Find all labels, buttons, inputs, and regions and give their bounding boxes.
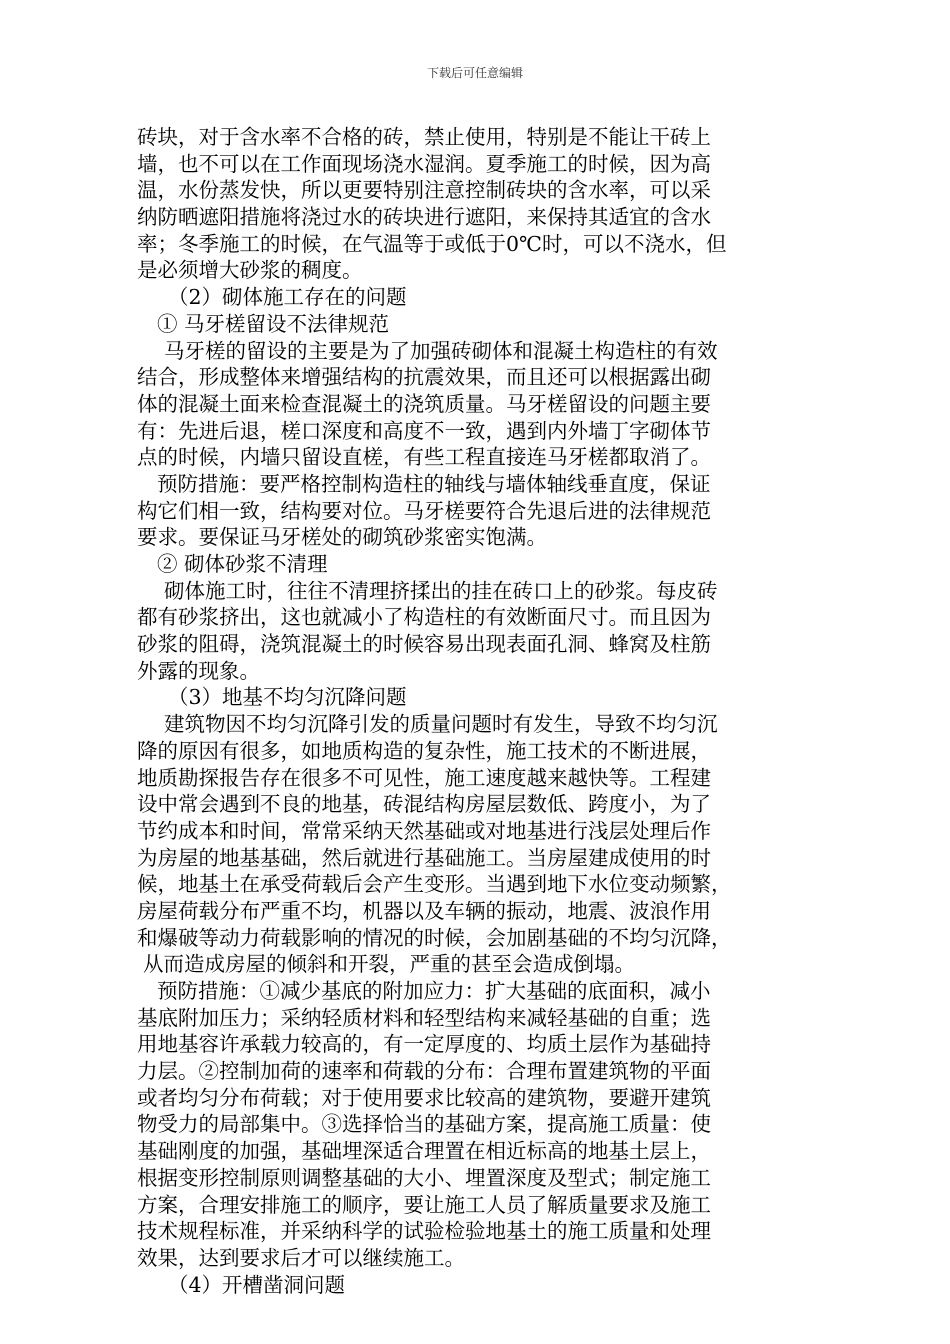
text-line: 方案，合理安排施工的顺序，要让施工人员了解质量要求及施工 — [137, 1192, 711, 1217]
text-line: 和爆破等动力荷载影响的情况的时候，会加剧基础的不均匀沉降， — [137, 925, 732, 950]
text-line: ① 马牙槎留设不法律规范 — [157, 311, 390, 336]
text-line: 根据变形控制原则调整基础的大小、埋置深度及型式；制定施工 — [137, 1165, 711, 1190]
text-line: 砂浆的阻碍，浇筑混凝土的时候容易出现表面孔洞、蜂窝及柱筋 — [137, 632, 711, 657]
text-line: 温，水份蒸发快，所以更要特别注意控制砖块的含水率，可以采 — [137, 178, 711, 203]
text-line: 基底附加压力；采纳轻质材料和轻型结构来减轻基础的自重；选 — [137, 1005, 711, 1030]
text-line: 候，地基土在承受荷载后会产生变形。当遇到地下水位变动频繁， — [137, 872, 732, 897]
text-line: 墙，也不可以在工作面现场浇水湿润。夏季施工的时候，因为高 — [137, 151, 711, 176]
text-line: 房屋荷载分布严重不均，机器以及车辆的振动，地震、波浪作用 — [137, 898, 711, 923]
text-line: 地质勘探报告存在很多不可见性，施工速度越来越快等。工程建 — [137, 765, 711, 790]
text-line: 为房屋的地基基础，然后就进行基础施工。当房屋建成使用的时 — [137, 845, 711, 870]
text-line: 建筑物因不均匀沉降引发的质量问题时有发生，导致不均匀沉 — [164, 712, 718, 737]
text-line: 基础刚度的加强，基础埋深适合理置在相近标高的地基土层上， — [137, 1139, 711, 1164]
text-line: 降的原因有很多，如地质构造的复杂性，施工技术的不断进展， — [137, 738, 711, 763]
text-line: 率；冬季施工的时候，在气温等于或低于0℃时，可以不浇水，但 — [137, 231, 727, 256]
text-line: 体的混凝土面来检查混凝土的浇筑质量。马牙槎留设的问题主要 — [137, 391, 711, 416]
text-line: 结合，形成整体来增强结构的抗震效果，而且还可以根据露出砌 — [137, 365, 711, 390]
text-line: 物受力的局部集中。③选择恰当的基础方案，提高施工质量：使 — [137, 1112, 711, 1137]
text-line: 纳防晒遮阳措施将浇过水的砖块进行遮阳，来保持其适宜的含水 — [137, 205, 711, 230]
text-line: 技术规程标准，并采纳科学的试验检验地基土的施工质量和处理 — [137, 1219, 711, 1244]
text-line: 节约成本和时间，常常采纳天然基础或对地基进行浅层处理后作 — [137, 818, 711, 843]
text-line: 都有砂浆挤出，这也就减小了构造柱的有效断面尺寸。而且因为 — [137, 605, 711, 630]
text-line: 点的时候，内墙只留设直槎，有些工程直接连马牙槎都取消了。 — [137, 445, 711, 470]
text-line: （4）开槽凿洞问题 — [168, 1272, 346, 1297]
text-line: 预防措施：①减少基底的附加应力：扩大基础的底面积，减小 — [157, 979, 711, 1003]
page-header: 下载后可任意编辑 — [426, 66, 523, 80]
text-line: 要求。要保证马牙槎处的砌筑砂浆密实饱满。 — [137, 525, 547, 550]
text-line: 构它们相一致，结构要对位。马牙槎要符合先退后进的法律规范 — [137, 498, 711, 523]
text-line: 力层。②控制加荷的速率和荷载的分布：合理布置建筑物的平面 — [137, 1059, 711, 1084]
text-line: 效果，达到要求后才可以继续施工。 — [137, 1245, 465, 1270]
document-body — [137, 124, 797, 1298]
text-line: （3）地基不均匀沉降问题 — [168, 685, 407, 710]
text-line: （2）砌体施工存在的问题 — [168, 285, 407, 310]
text-line: 外露的现象。 — [137, 658, 260, 683]
text-line: ② 砌体砂浆不清理 — [157, 552, 328, 576]
text-line: 设中常会遇到不良的地基，砖混结构房屋层数低、跨度小，为了 — [137, 792, 711, 817]
text-line: 有：先进后退，槎口深度和高度不一致，遇到内外墙丁字砌体节 — [137, 418, 711, 443]
text-line: 砖块，对于含水率不合格的砖，禁止使用，特别是不能让干砖上 — [137, 125, 711, 149]
text-line: 是必须增大砂浆的稠度。 — [137, 258, 363, 283]
text-line: 或者均匀分布荷载；对于使用要求比较高的建筑物，要避开建筑 — [137, 1085, 711, 1110]
text-line: 预防措施：要严格控制构造柱的轴线与墙体轴线垂直度，保证 — [157, 471, 711, 496]
text-line: 砌体施工时，往往不清理挤揉出的挂在砖口上的砂浆。每皮砖 — [164, 578, 718, 603]
text-line: 从而造成房屋的倾斜和开裂，严重的甚至会造成倒塌。 — [143, 952, 635, 977]
text-line: 马牙槎的留设的主要是为了加强砖砌体和混凝土构造柱的有效 — [164, 338, 718, 363]
text-line: 用地基容许承载力较高的，有一定厚度的、均质土层作为基础持 — [137, 1032, 711, 1057]
